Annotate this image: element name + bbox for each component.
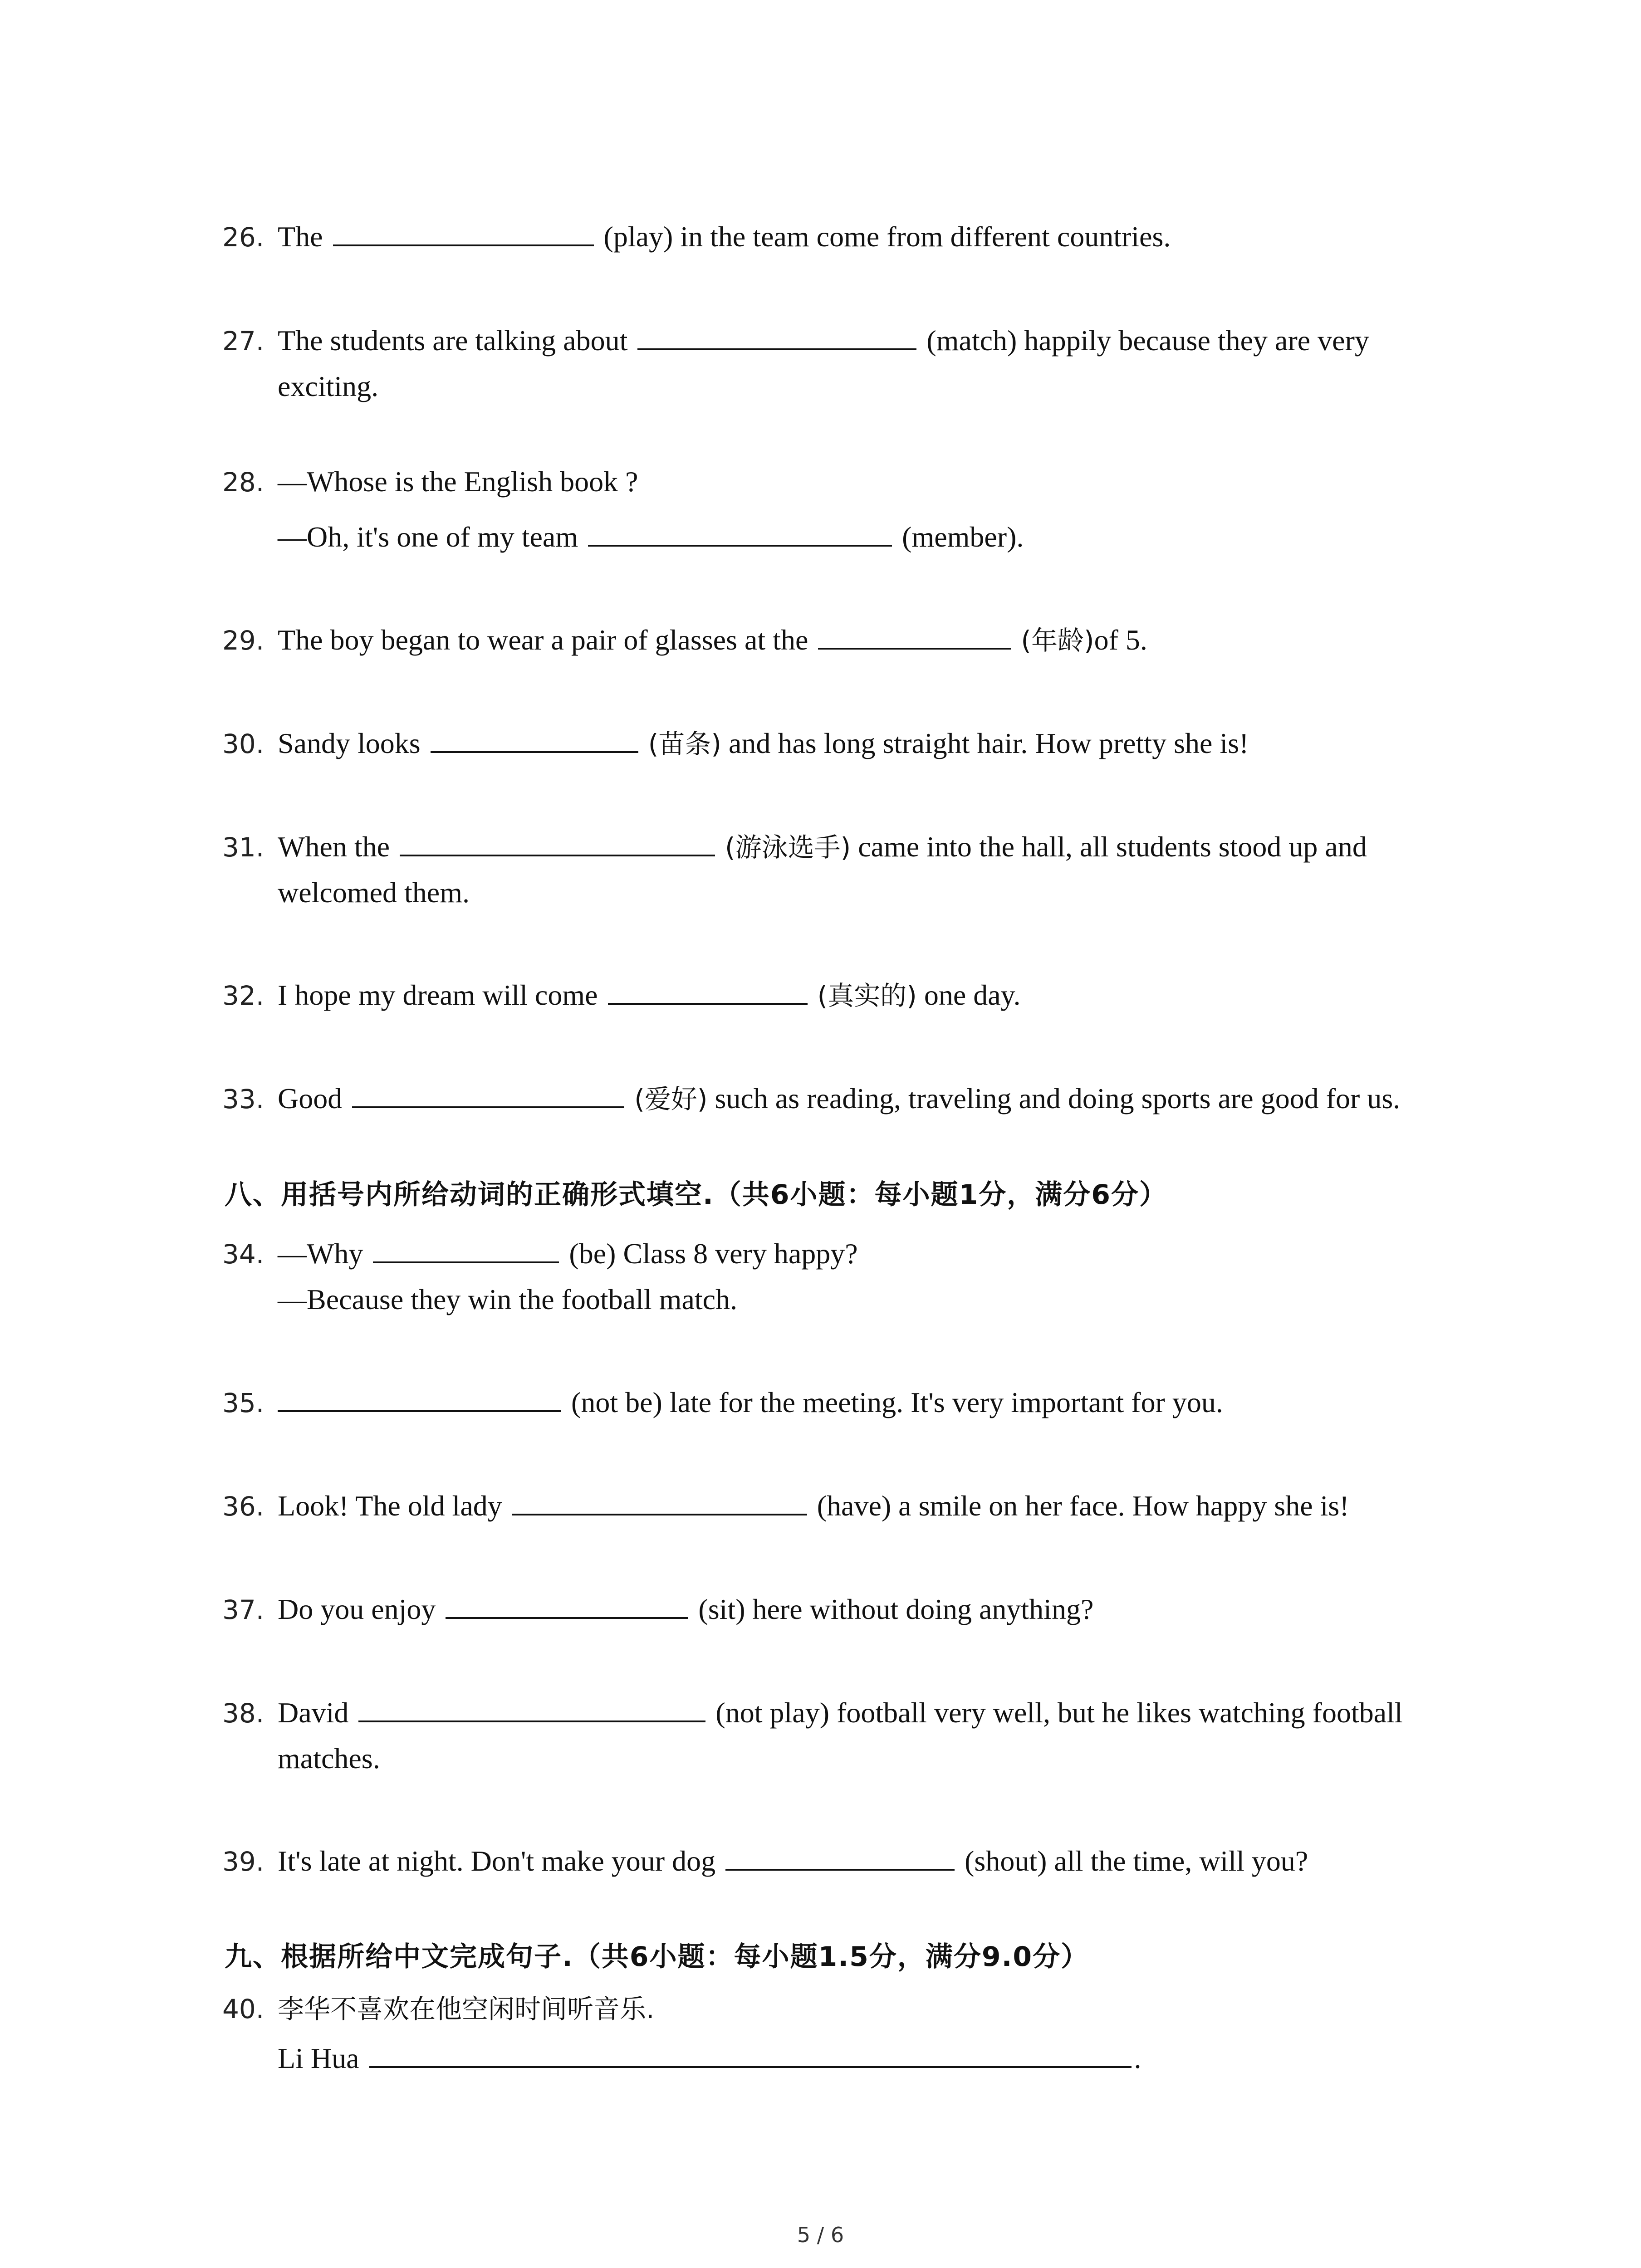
question-number: 34. [222, 1239, 265, 1270]
question-number: 38. [222, 1698, 265, 1729]
answer-blank[interactable] [358, 1686, 705, 1722]
question-26: 26. The (play) in the team come from different countries. [222, 210, 1470, 260]
question-number: 33. [222, 1084, 265, 1114]
question-34: 34. —Why (be) Class 8 very happy? —Because they win the football match. [222, 1227, 1470, 1322]
question-number: 26. [222, 222, 265, 253]
section-heading-9: 九、根据所给中文完成句子.（共6小题：每小题1.5分，满分9.0分） [225, 1941, 1089, 1973]
question-40: 40. 李华不喜欢在他空闲时间听音乐. Li Hua . [222, 1986, 1470, 2081]
question-number: 36. [222, 1491, 265, 1522]
question-33: 33. Good (爱好) such as reading, traveling and doing sports are good for us. [222, 1072, 1470, 1122]
answer-blank[interactable] [512, 1479, 807, 1515]
question-number: 31. [222, 832, 265, 863]
question-number: 40. [222, 1994, 265, 2024]
answer-blank[interactable] [373, 1227, 559, 1263]
question-number: 32. [222, 980, 265, 1011]
answer-blank[interactable] [637, 314, 916, 350]
question-32: 32. I hope my dream will come (真实的) one day. [222, 968, 1470, 1018]
question-35: 35. (not be) late for the meeting. It's very important for you. [222, 1376, 1470, 1426]
question-27: 27. The students are talking about (match) happily because they are very exciting. [222, 314, 1470, 409]
question-number: 35. [222, 1388, 265, 1418]
page-number: 5 / 6 [797, 2223, 844, 2247]
answer-blank[interactable] [725, 1834, 955, 1871]
question-39: 39. It's late at night. Don't make your dog (shout) all the time, will you? [222, 1834, 1470, 1884]
question-28: 28. —Whose is the English book ? —Oh, it's one of my team (member). [222, 459, 1470, 560]
question-29: 29. The boy began to wear a pair of glasses at the (年龄)of 5. [222, 613, 1470, 663]
answer-blank[interactable] [333, 210, 594, 246]
answer-blank[interactable] [352, 1072, 624, 1108]
answer-blank[interactable] [608, 968, 808, 1005]
question-31: 31. When the (游泳选手) came into the hall, all students stood up and welcomed them. [222, 820, 1470, 915]
question-36: 36. Look! The old lady (have) a smile on her face. How happy she is! [222, 1479, 1470, 1529]
answer-blank[interactable] [588, 510, 892, 547]
question-number: 30. [222, 728, 265, 759]
question-number: 28. [222, 467, 265, 498]
question-number: 29. [222, 625, 265, 656]
question-number: 27. [222, 326, 265, 357]
question-30: 30. Sandy looks (苗条) and has long straight hair. How pretty she is! [222, 717, 1470, 767]
answer-blank[interactable] [818, 613, 1011, 650]
section-heading-8: 八、用括号内所给动词的正确形式填空.（共6小题：每小题1分，满分6分） [225, 1179, 1168, 1211]
question-number: 39. [222, 1846, 265, 1877]
question-number: 37. [222, 1594, 265, 1625]
question-38: 38. David (not play) football very well, but he likes watching football matches. [222, 1686, 1470, 1781]
answer-blank[interactable] [400, 820, 715, 856]
answer-blank[interactable] [446, 1583, 688, 1619]
answer-blank[interactable] [369, 2032, 1132, 2068]
question-37: 37. Do you enjoy (sit) here without doing anything? [222, 1583, 1470, 1633]
answer-blank[interactable] [431, 717, 638, 753]
answer-blank[interactable] [278, 1376, 561, 1412]
